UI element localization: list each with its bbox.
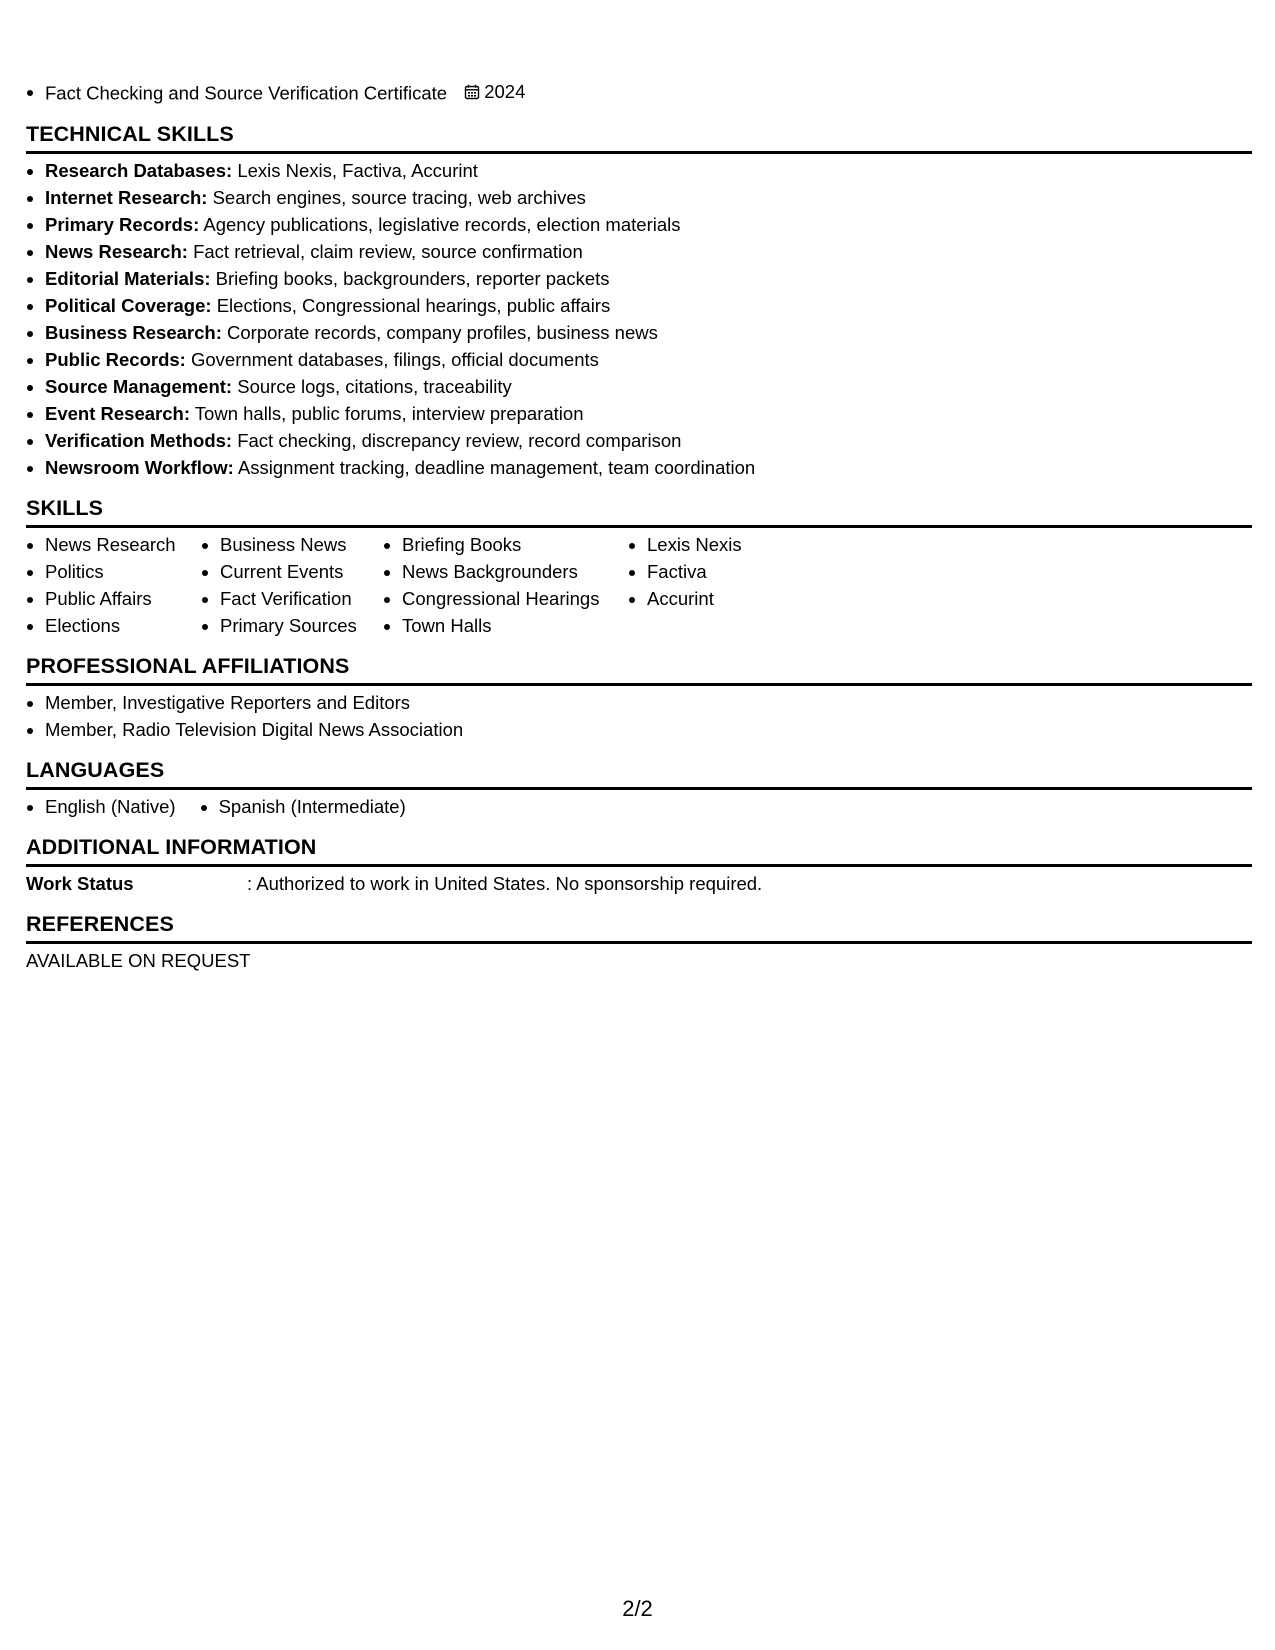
language-item: English (Native) [26, 793, 176, 820]
skill-item: Factiva [628, 558, 828, 585]
skill-category-label: Internet Research: [45, 186, 208, 208]
list-item [26, 157, 1252, 184]
skill-category-text: Town halls, public forums, interview preparation [194, 402, 584, 424]
skill-item: Elections [26, 612, 201, 639]
certifications-list [26, 78, 1252, 107]
references-text: AVAILABLE ON REQUEST [26, 949, 251, 971]
references-heading: REFERENCES [26, 911, 1252, 944]
list-item [26, 265, 1252, 292]
skill-category-label: Editorial Materials: [45, 267, 211, 289]
list-item [26, 319, 1252, 346]
skill-item: News Research [26, 531, 201, 558]
certification-item [26, 78, 1252, 107]
skill-category-label: Public Records: [45, 348, 186, 370]
skills-grid [26, 528, 1252, 639]
skill-item: Business News [201, 531, 383, 558]
languages-section [26, 757, 1252, 820]
skill-category-text: Fact retrieval, claim review, source confirmation [193, 240, 583, 262]
skill-item: Accurint [628, 585, 828, 612]
skill-category-label: Political Coverage: [45, 294, 212, 316]
list-item [26, 373, 1252, 400]
affiliation-item: Member, Radio Television Digital News Association [26, 716, 1252, 743]
list-item [26, 427, 1252, 454]
skill-item: Current Events [201, 558, 383, 585]
skill-item: Town Halls [383, 612, 628, 639]
list-item [26, 292, 1252, 319]
technical-skills-list [26, 154, 1252, 481]
calendar-icon [464, 84, 480, 100]
skill-category-label: Newsroom Workflow: [45, 456, 234, 478]
technical-skills-heading: TECHNICAL SKILLS [26, 121, 1252, 154]
list-item [26, 346, 1252, 373]
skill-item: Fact Verification [201, 585, 383, 612]
technical-skills-section [26, 121, 1252, 481]
list-item [26, 400, 1252, 427]
work-status-label: Work Status [26, 872, 134, 894]
list-item [26, 211, 1252, 238]
skill-item: Lexis Nexis [628, 531, 828, 558]
certification-year: 2024 [484, 81, 526, 102]
certification-date [464, 78, 525, 105]
affiliation-item: Member, Investigative Reporters and Editors [26, 689, 1252, 716]
affiliations-section [26, 653, 1252, 743]
affiliations-heading: PROFESSIONAL AFFILIATIONS [26, 653, 1252, 686]
skill-item: Congressional Hearings [383, 585, 628, 612]
skills-column [628, 531, 828, 639]
list-item [26, 454, 1252, 481]
skill-item: News Backgrounders [383, 558, 628, 585]
skills-column [201, 531, 383, 639]
list-item [26, 238, 1252, 265]
skill-category-text: Agency publications, legislative records, election materials [203, 213, 681, 235]
page-number: 2/2 [622, 1596, 653, 1621]
skill-category-label: Business Research: [45, 321, 222, 343]
skill-category-text: Lexis Nexis, Factiva, Accurint [237, 159, 478, 181]
skill-category-label: Source Management: [45, 375, 233, 397]
languages-heading: LANGUAGES [26, 757, 1252, 790]
additional-info-heading: ADDITIONAL INFORMATION [26, 834, 1252, 867]
skills-heading: SKILLS [26, 495, 1252, 528]
languages-list [26, 790, 1252, 820]
skill-category-label: Primary Records: [45, 213, 200, 235]
skill-category-label: Verification Methods: [45, 429, 233, 451]
certification-name: Fact Checking and Source Verification Certificate [45, 82, 448, 104]
skill-category-label: News Research: [45, 240, 188, 262]
skill-category-text: Elections, Congressional hearings, public affairs [216, 294, 611, 316]
skill-category-text: Government databases, filings, official documents [190, 348, 599, 370]
skill-category-text: Fact checking, discrepancy review, record comparison [237, 429, 682, 451]
skill-category-text: Source logs, citations, traceability [237, 375, 512, 397]
skills-section [26, 495, 1252, 639]
skill-category-label: Research Databases: [45, 159, 233, 181]
work-status-value: : Authorized to work in United States. No sponsorship required. [247, 872, 763, 894]
work-status-row [26, 867, 1252, 897]
skill-category-text: Search engines, source tracing, web archives [212, 186, 586, 208]
language-item: Spanish (Intermediate) [200, 793, 406, 820]
skill-item: Public Affairs [26, 585, 201, 612]
additional-info-section [26, 834, 1252, 897]
skill-category-label: Event Research: [45, 402, 190, 424]
skill-category-text: Briefing books, backgrounders, reporter packets [215, 267, 610, 289]
skill-item: Briefing Books [383, 531, 628, 558]
skill-item: Primary Sources [201, 612, 383, 639]
resume-page [26, 0, 1252, 974]
skill-category-text: Corporate records, company profiles, business news [227, 321, 658, 343]
references-section [26, 911, 1252, 974]
skills-column [26, 531, 201, 639]
affiliations-list [26, 686, 1252, 743]
skills-column [383, 531, 628, 639]
skill-item: Politics [26, 558, 201, 585]
list-item [26, 184, 1252, 211]
skill-category-text: Assignment tracking, deadline management, team coordination [237, 456, 756, 478]
